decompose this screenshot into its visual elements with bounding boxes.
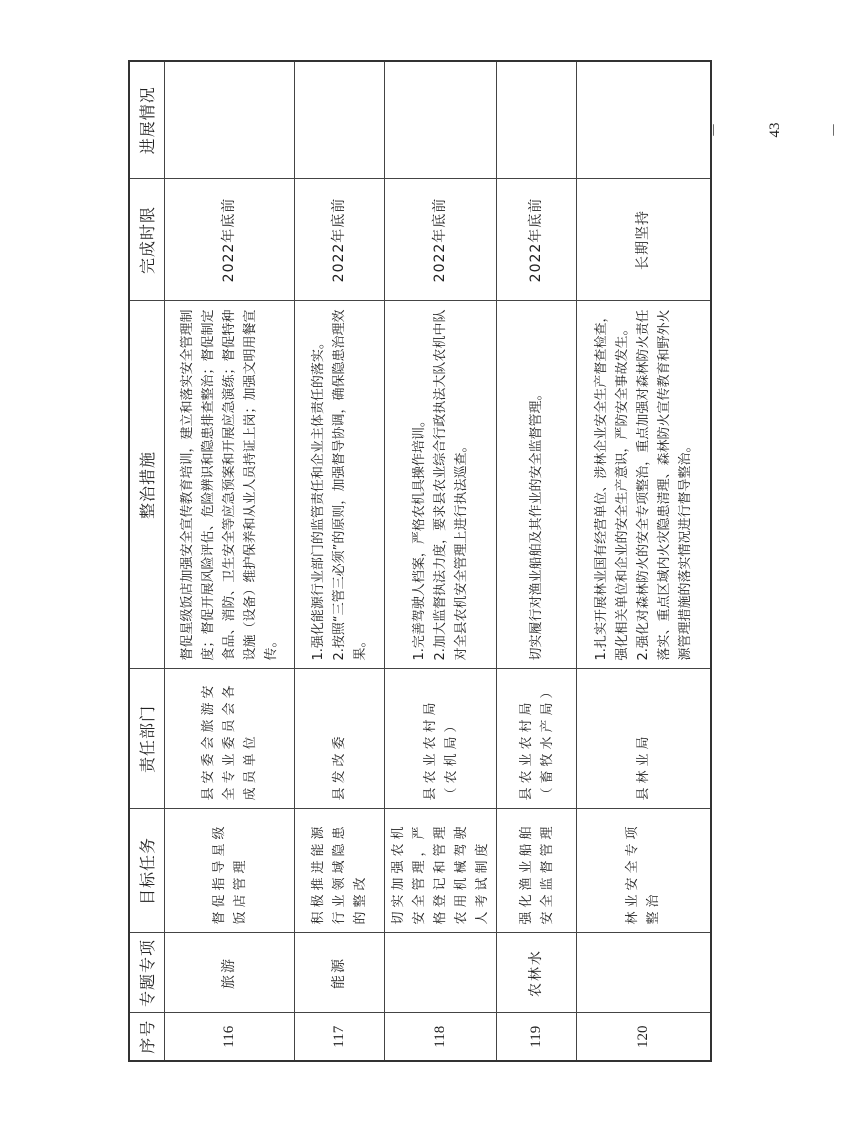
- measure-item: 1.扎实开展林业国有经营单位、涉林企业安全生产督查检查，强化相关单位和企业的安全生产意识，严防安全事故发生。: [593, 309, 630, 661]
- row-dept: 县农业农村局（畜牧水产局）: [497, 669, 577, 809]
- row-industry: 农林水: [497, 933, 577, 1013]
- row-deadline: 2022年底前: [385, 179, 497, 301]
- page-number: － 43 －: [707, 122, 843, 138]
- row-task: 积极推进能源行业领域隐患的整改: [295, 809, 385, 933]
- row-no: 118: [385, 1013, 497, 1061]
- row-no: 117: [295, 1013, 385, 1061]
- row-task: 切实加强农机安全管理，严格登记和管理农用机械驾驶人考试制度: [385, 809, 497, 933]
- row-dept: 县安委会旅游安全专业委员会各成员单位: [165, 669, 295, 809]
- rectification-table: [128, 60, 712, 1062]
- table-row: [577, 61, 711, 1061]
- row-progress: [295, 61, 385, 179]
- row-no: 116: [165, 1013, 295, 1061]
- row-deadline: 2022年底前: [497, 179, 577, 301]
- row-task: 林业安全专项整治: [577, 809, 711, 933]
- row-industry: 旅游: [165, 933, 295, 1013]
- row-progress: [165, 61, 295, 179]
- rotated-table-container: [128, 62, 693, 1062]
- row-measures: [577, 301, 711, 669]
- row-industry: [577, 933, 711, 1013]
- table-row: [295, 61, 385, 1061]
- header-dept: 责任部门: [129, 669, 165, 809]
- header-progress: 进展情况: [129, 61, 165, 179]
- row-progress: [497, 61, 577, 179]
- row-deadline: 长期坚持: [577, 179, 711, 301]
- table-row: [165, 61, 295, 1061]
- row-measures: [385, 301, 497, 669]
- measure-item: 1.完善驾驶人档案，严格农机具操作培训。: [412, 414, 427, 661]
- row-dept: 县农业农村局（农机局）: [385, 669, 497, 809]
- row-no: 120: [577, 1013, 711, 1061]
- table-row: [385, 61, 497, 1061]
- row-deadline: 2022年底前: [295, 179, 385, 301]
- row-measures: [165, 301, 295, 669]
- measure-item: 切实履行对渔业船舶及其作业的安全监督管理。: [529, 387, 544, 661]
- row-task: 强化渔业船舶安全监督管理: [497, 809, 577, 933]
- measure-item: 督促星级饭店加强安全宣传教育培训，建立和落实安全管理制度；督促开展风险评估、危险辨识和隐患排查整治；督促制定食品、消防、卫生安全等应急预案和开展应急演练；督促特种设施（设备）维护保养和从业人员持证上岗；加强文明用餐宣传。: [180, 309, 279, 661]
- measure-item: 1.强化能源行业部门的监管责任和企业主体责任的落实。: [311, 336, 326, 661]
- measure-item: 2.按照“三管三必须”的原则，加强督导协调，确保隐患治理效果。: [332, 309, 368, 661]
- header-no: 序号: [129, 1013, 165, 1061]
- header-deadline: 完成时限: [129, 179, 165, 301]
- row-progress: [385, 61, 497, 179]
- measure-item: 2.加大监督执法力度，要求县农业综合行政执法大队农机中队对全县农机安全管理上进行执法巡查。: [433, 309, 469, 661]
- header-industry: 专题专项: [129, 933, 165, 1013]
- row-measures: [497, 301, 577, 669]
- row-no: 119: [497, 1013, 577, 1061]
- table-row: [497, 61, 577, 1061]
- row-industry: [385, 933, 497, 1013]
- row-dept: 县发改委: [295, 669, 385, 809]
- row-deadline: 2022年底前: [165, 179, 295, 301]
- header-measures: 整治措施: [129, 301, 165, 669]
- measure-item: 2.强化对森林防火的安全专项整治，重点加强对森林防火责任落实、重点区域内火灾隐患清理、森林防火宣传教育和野外火源管理措施的落实情况进行督导整治。: [635, 309, 693, 661]
- row-dept: 县林业局: [577, 669, 711, 809]
- row-measures: [295, 301, 385, 669]
- table-header-row: [129, 61, 165, 1061]
- header-task: 目标任务: [129, 809, 165, 933]
- row-industry: 能源: [295, 933, 385, 1013]
- row-task: 督促指导星级饭店管理: [165, 809, 295, 933]
